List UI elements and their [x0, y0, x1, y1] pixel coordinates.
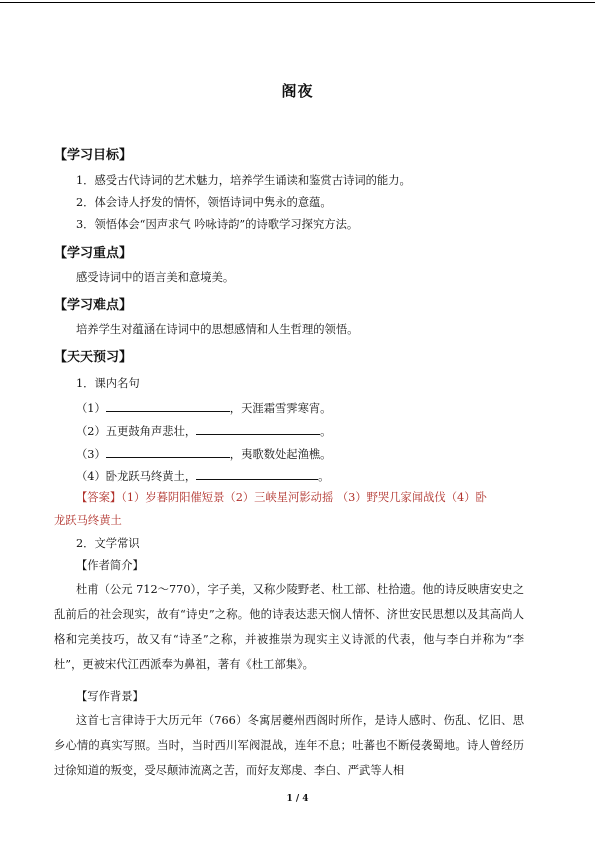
fill-blank-line-3	[76, 446, 331, 462]
fill-blank-suffix: 。	[320, 425, 332, 438]
fill-blank-suffix: ，夷歌数处起渔樵。	[229, 448, 332, 461]
background-label: 【写作背景】	[76, 690, 144, 703]
fill-blank-line-4	[76, 468, 329, 484]
section-heading-difficulty: 【学习难点】	[54, 298, 133, 313]
answer-line-2: 龙跃马终黄土	[54, 514, 122, 527]
goal-item-3: 3．领悟体会“因声求气 吟咏诗韵”的诗歌学习探究方法。	[76, 218, 359, 231]
preview-q1-title: 1．课内名句	[76, 377, 140, 390]
fill-blank-prefix: （1）	[76, 402, 106, 415]
goal-item-2: 2．体会诗人抒发的情怀，领悟诗词中隽永的意蕴。	[76, 196, 332, 209]
fill-blank-prefix: （4）卧龙跃马终黄土，	[76, 470, 197, 483]
fill-blank-prefix: （3）	[76, 448, 106, 461]
author-label: 【作者简介】	[76, 559, 144, 572]
author-paragraph: 杜甫（公元 712～770），字子美，又称少陵野老、杜工部、杜拾遗。他的诗反映唐安史之乱前后的社会现实，故有“诗史”之称。他的诗表达悲天悯人情怀、济世安民思想以及其高尚人格和完美技巧，故又有“诗圣”之称，并被推崇为现实主义诗派的代表，他与李白并称为“李杜”，更被宋代江西派奉为鼻祖，著有《杜工部集》。	[54, 583, 524, 671]
focus-text: 感受诗词中的语言美和意境美。	[76, 271, 235, 284]
section-heading-preview: 【天天预习】	[54, 350, 133, 365]
background-paragraph: 这首七言律诗于大历元年（766）冬寓居夔州西阁时所作，是诗人感时、伤乱、忆旧、思乡心情的真实写照。当时，当时西川军阀混战，连年不息；吐蕃也不断侵袭蜀地。诗人曾经历过徐知道的叛变，受尽颠沛流离之苦，而好友郑虔、李白、严武等人相	[54, 714, 524, 777]
answer-blank[interactable]	[196, 468, 318, 480]
section-heading-focus: 【学习重点】	[54, 246, 133, 261]
preview-q2-title: 2．文学常识	[76, 537, 140, 550]
page-number: 1 / 4	[286, 794, 309, 804]
fill-blank-suffix: 。	[318, 470, 330, 483]
header-rule	[0, 2, 595, 3]
fill-blank-line-1	[76, 400, 331, 416]
difficulty-text: 培养学生对蕴涵在诗词中的思想感情和人生哲理的领悟。	[76, 323, 359, 336]
answer-blank[interactable]	[106, 446, 230, 458]
answer-line-1: 【答案】（1）岁暮阴阳催短景（2）三峡星河影动摇 （3）野哭几家闻战伐（4）卧	[76, 491, 487, 504]
answer-blank[interactable]	[196, 423, 320, 435]
fill-blank-prefix: （2）五更鼓角声悲壮，	[76, 425, 197, 438]
goal-item-1: 1．感受古代诗词的艺术魅力，培养学生诵读和鉴赏古诗词的能力。	[76, 174, 411, 187]
page-title: 阁夜	[281, 82, 314, 100]
fill-blank-suffix: ，天涯霜雪霁寒宵。	[229, 402, 332, 415]
fill-blank-line-2	[76, 423, 331, 439]
section-heading-goals: 【学习目标】	[54, 148, 133, 163]
answer-blank[interactable]	[106, 400, 230, 412]
